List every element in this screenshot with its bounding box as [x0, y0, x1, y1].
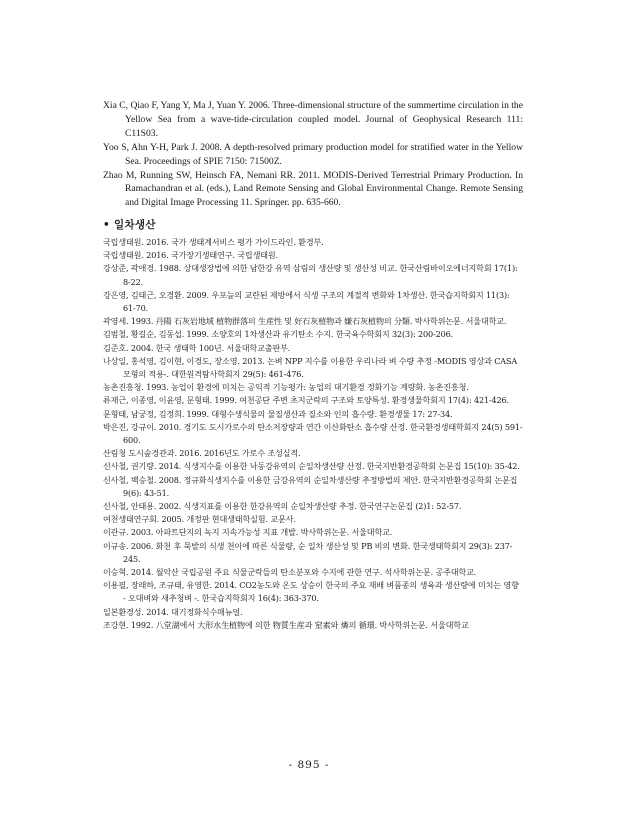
reference-entry: 이용필, 장래하, 조규태, 유영한. 2014. CO2농도와 온도 상승이 한국의 주요 재배 벼품종의 생육과 생산량에 미치는 영향 - 오대벼와 새추청벼 -. 한국습지학회지 16(4): 363-370. — [103, 580, 519, 604]
reference-entry: 여천생태연구회. 2005. 개정판 현대생태학실험. 교문사. — [103, 514, 296, 525]
reference-entry: 강은영, 김태근, 오경환. 2009. 우포늪의 교란된 제방에서 식생 구조의 계절적 변화와 1차생산. 한국습지학회지 11(3): 61-70. — [103, 289, 510, 314]
reference-entry: 이관규. 2003. 아파트단지의 녹지 지속가능성 지표 개발. 박사학위논문. 서울대학교. — [103, 527, 393, 538]
reference-entry: 박은진, 강규이. 2010. 경기도 도시가로수의 탄소저장량과 연간 이산화탄소 흡수량 산정. 한국환경생태학회지 24(5) 591-600. — [103, 421, 523, 446]
reference-entry: 김범철, 황길순, 김동섭. 1999. 소양호의 1차생산과 유기탄소 수지. 한국육수학회지 32(3): 200-206. — [103, 329, 453, 340]
reference-entry: Yoo S, Ahn Y-H, Park J. 2008. A depth-resolved primary production model for stratified water in the Yellow Sea. Proceedings of SPIE 7150: 71500Z. — [103, 141, 523, 167]
reference-entry: 산림청 도시숲경관과. 2016. 2016년도 가로수 조성실적. — [103, 448, 301, 459]
bullet-icon: • — [103, 219, 111, 231]
reference-entry: 일본환경성. 2014. 대기정화식수매뉴얼. — [103, 606, 243, 617]
reference-entry: 신사철, 안태용. 2002. 식생지표를 이용한 한강유역의 순일차생산량 추정. 한국연구논문집 (2)1: 52-57. — [103, 501, 462, 512]
reference-entry: 이규송. 2006. 화천 후 묵밭의 식생 천이에 따른 식물량, 순 일차 생산성 및 PB 비의 변화. 한국생태학회지 29(3): 237-245. — [103, 540, 513, 564]
reference-entry: 나상일, 홍석영, 김이현, 이경도, 장소영. 2013. 논벼 NPP 지수를 이용한 우리나라 벼 수량 추정 -MODIS 영상과 CASA 모형의 적용-. 대한원격탐사학회지 29(5): 461-476. — [103, 355, 518, 380]
reference-entry: 곽영세. 1993. 丹陽 石灰岩地域 植物群落의 生産性 및 好石灰植物과 嫌石灰植物의 分類. 박사학위논문. 서울대학교. — [103, 316, 507, 327]
reference-entry: 신사철, 권기량. 2014. 식생지수를 이용한 낙동강유역의 순일차생산량 산정. 한국지반환경공학회 논문집 15(10): 35-42. — [103, 461, 520, 472]
reference-entry: 국립생태원. 2016. 국가 생태계서비스 평가 가이드라인. 환경부. — [103, 237, 324, 247]
reference-entry: 농촌진흥청. 1993. 농업이 환경에 미치는 공익적 기능평가: 농업의 대기환경 정화기능 계량화. 농촌진흥청. — [103, 382, 469, 393]
section-title: 일차생산 — [114, 219, 156, 231]
reference-entry: 강상준, 곽애경. 1988. 상대생장법에 의한 남한강 유역 삼림의 생산량 및 생산성 비교. 한국산림바이오에너지학회 17(1): 8-22. — [103, 263, 518, 287]
page-number: - 895 - — [288, 759, 330, 771]
reference-entry: Xia C, Qiao F, Yang Y, Ma J, Yuan Y. 2006. Three-dimensional structure of the summertime circulation in the Yellow Sea from a wave-tide-circulation coupled model. Journal of Geophysical Research 111: C11S03. — [103, 100, 523, 139]
korean-reference-list — [103, 236, 523, 632]
reference-entry: 국립생태원. 2016. 국가장기생태연구. 국립생태원. — [103, 250, 278, 261]
reference-entry: 이승혁. 2014. 월악산 국립공원 주요 식물군락들의 탄소분포와 수지에 관한 연구. 석사학위논문. 공주대학교. — [103, 567, 477, 578]
reference-entry: 류재근, 이종영, 이윤영, 문형태. 1999. 여천공단 주변 초지군락의 구조와 토양특성. 환경생물학회지 17(4): 421-426. — [103, 395, 509, 406]
section-heading — [103, 217, 156, 232]
english-reference-list — [103, 99, 523, 210]
reference-entry: 김준호. 2004. 한국 생태학 100년. 서울대학교출판부. — [103, 342, 291, 353]
reference-entry: 조강현. 1992. 八堂湖에서 大形水生植物에 의한 物質生産과 窒素와 燐의 循環. 박사학위논문. 서울대학교 — [103, 619, 469, 630]
reference-entry: 문형태, 남궁정, 김정희. 1999. 대형수생식물의 물질생산과 질소와 인의 흡수량. 환경생물 17: 27-34. — [103, 408, 453, 419]
reference-entry: 신사철, 백승철. 2008. 정규화식생지수를 이용한 금강유역의 순일차생산량 추정방법의 제안. 한국지반환경공학회 논문집 9(6): 43-51. — [103, 474, 518, 498]
reference-entry: Zhao M, Running SW, Heinsch FA, Nemani RR. 2011. MODIS-Derived Terrestrial Primary Production. In Ramachandran et al. (eds.), Land Remote Sensing and Global Environmental Change. Remote Sensing and Digital Image Processing 11. Springer. pp. 635-660. — [103, 169, 523, 209]
